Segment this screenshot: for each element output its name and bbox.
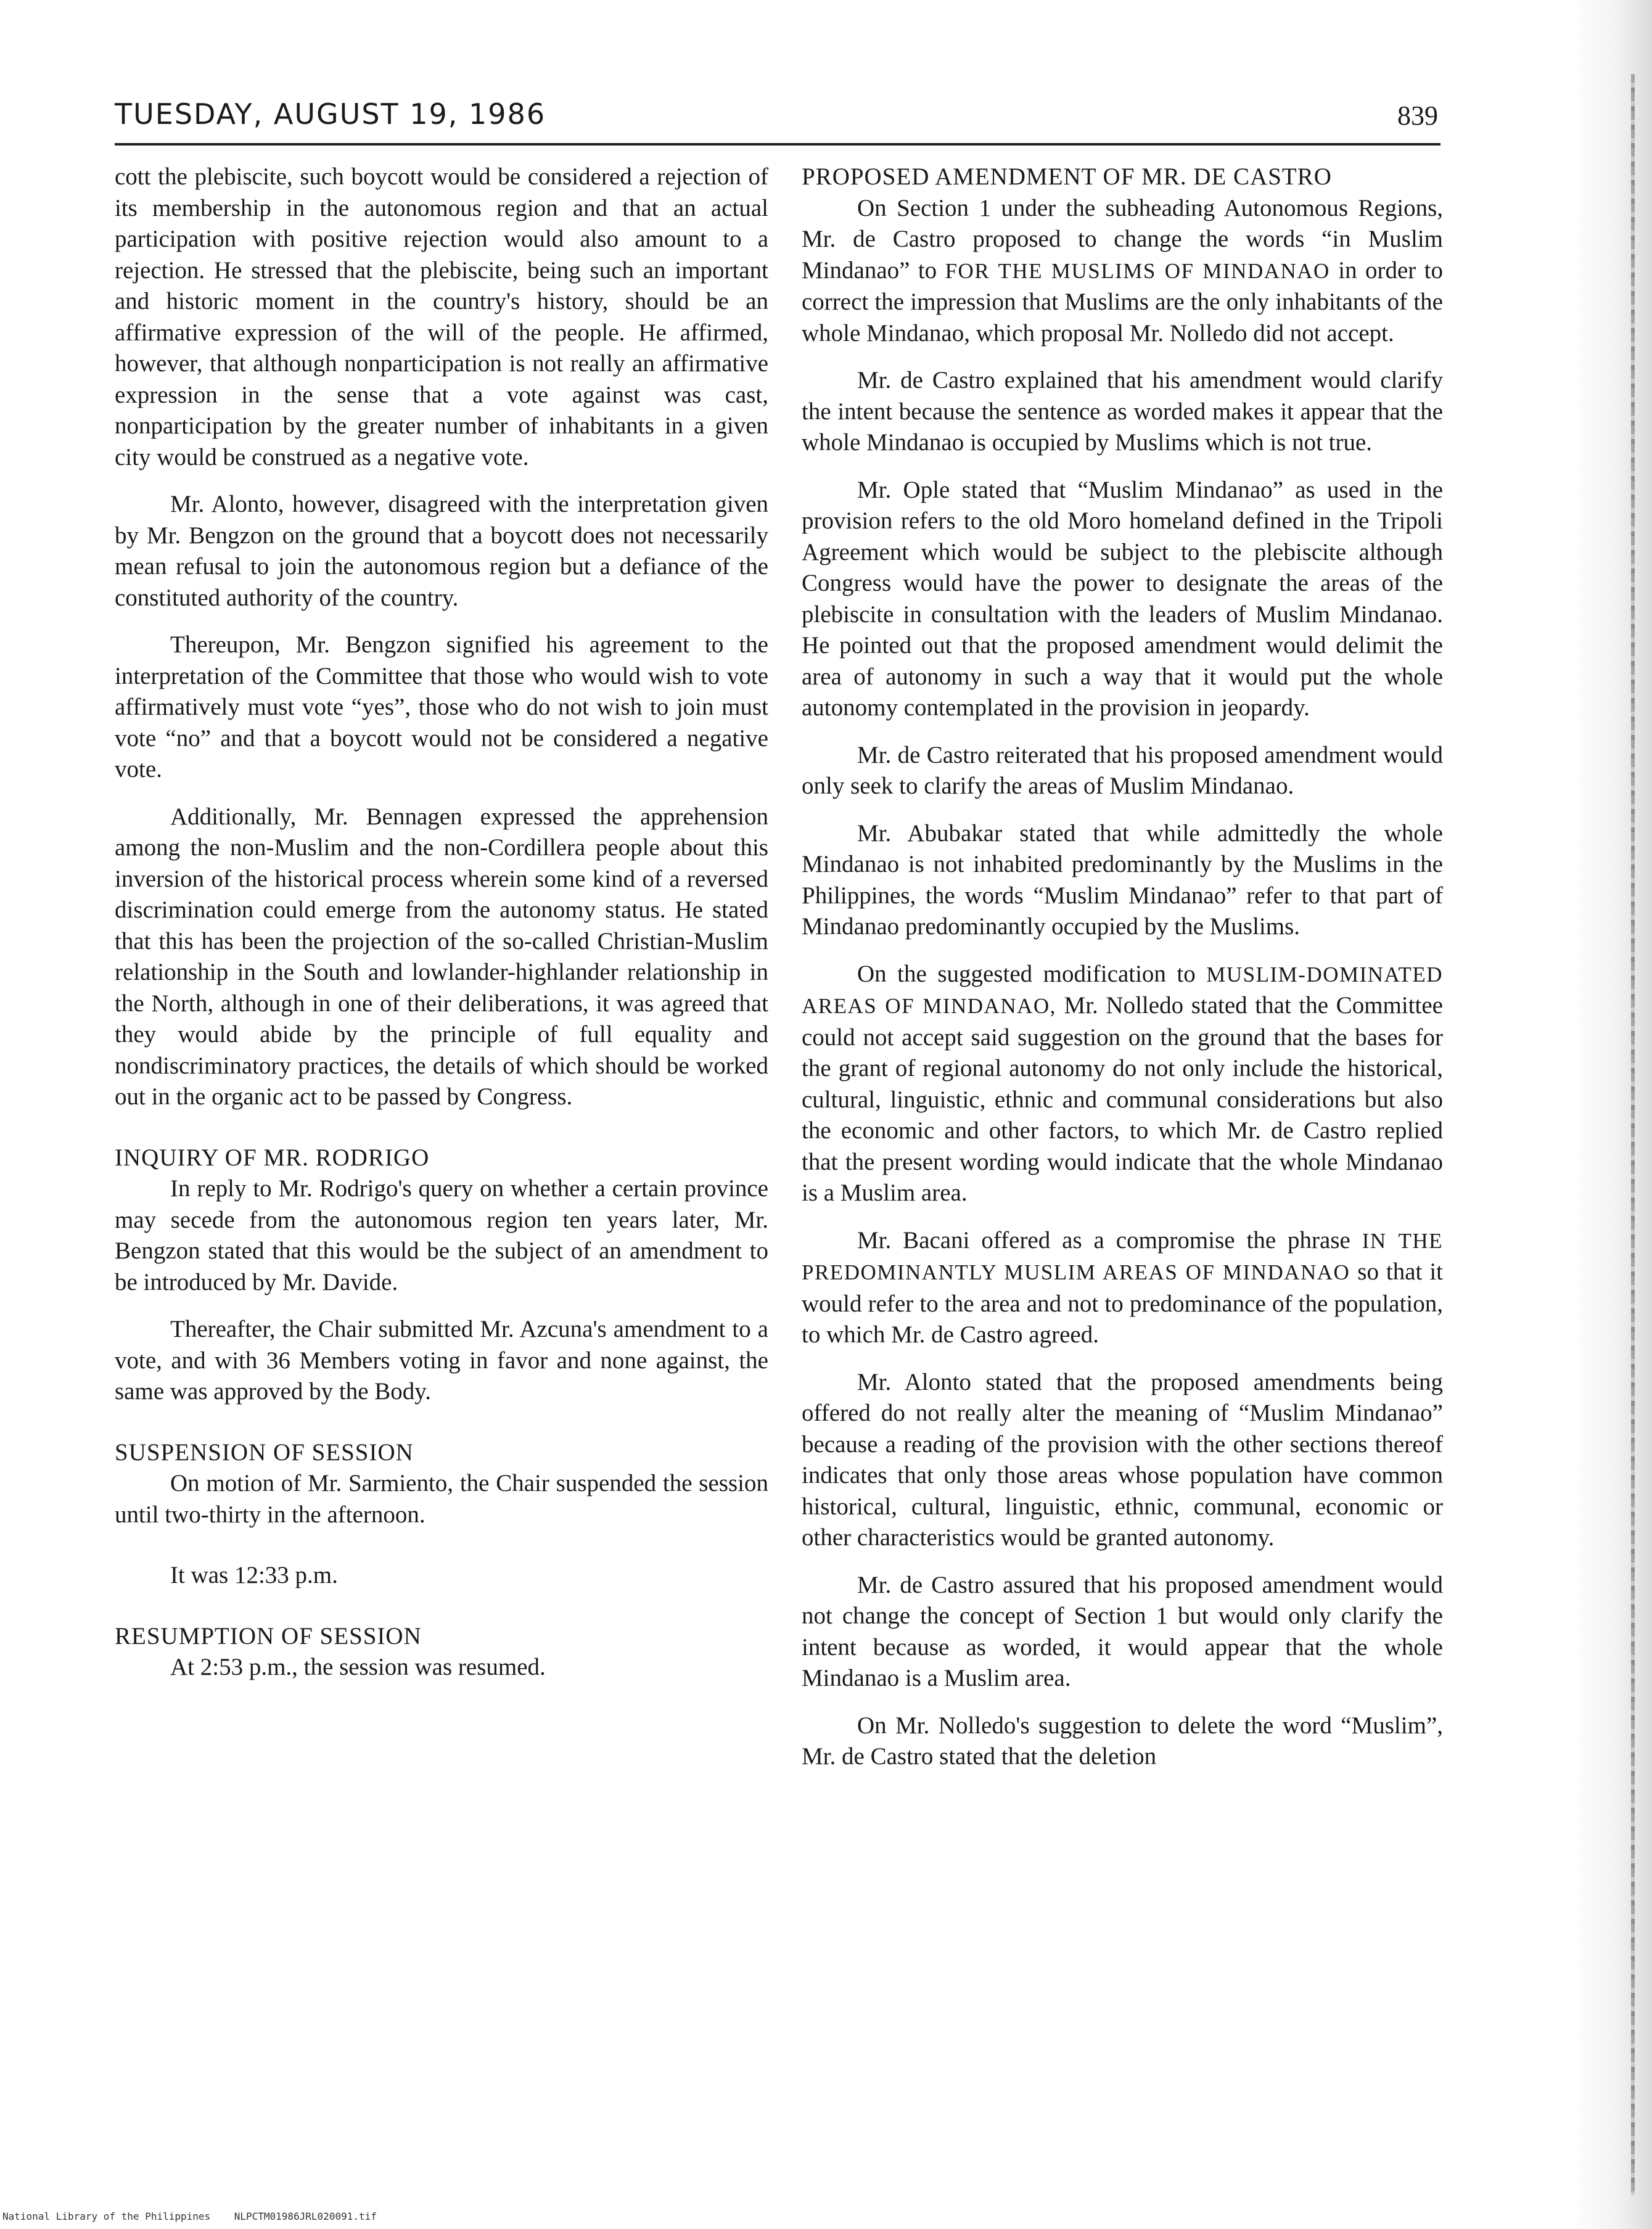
scan-footer [2, 2211, 377, 2222]
text-run: so that it would refer to the area and not to predominance of the population, to which Mr. de Castro agreed. [802, 1258, 1444, 1348]
paragraph: Mr. de Castro explained that his amendment would clarify the intent because the sentence as worded makes it appear that the whole Mindanao is occupied by Muslims which is not true. [802, 367, 1443, 456]
small-caps-text: MUSLIM-DOMINATED AREAS OF MINDANAO, [802, 962, 1443, 1018]
paragraph [802, 193, 1443, 350]
paragraph: In reply to Mr. Rodrigo's query on whether a certain province may secede from the autonomous region ten years later, Mr. Bengzon stated that this would be the subject of an amendment to be introduced by Mr. Davide. [115, 1175, 768, 1295]
paragraph: Mr. Ople stated that “Muslim Mindanao” as used in the provision refers to the old Moro homeland defined in the Tripoli Agreement which would be subject to the plebiscite although Congress would have the power to designate the areas of the plebiscite in consultation with the leaders of Muslim Mindanao. He pointed out that the proposed amendment would delimit the area of autonomy in such a way that it would put the whole autonomy contemplated in the provision in jeopardy. [802, 476, 1443, 721]
text-run: in order to correct the impression that Muslims are the only inhabitants of the whole Mindanao, which proposal Mr. Nolledo did not accept. [802, 257, 1444, 347]
left-column [115, 162, 768, 1683]
scan-edge-mark [1631, 74, 1635, 2195]
paragraph: Thereafter, the Chair submitted Mr. Azcuna's amendment to a vote, and with 36 Members voting in favor and none against, the same was approved by the Body. [115, 1316, 768, 1405]
paragraph: cott the plebiscite, such boycott would be considered a rejection of its membership in the autonomous region and that an actual participation with positive rejection would also amount to a rejection. He stressed that the plebiscite, being such an important and historic moment in the country's history, should be an affirmative expression of the will of the people. He affirmed, however, that although nonparticipation is not really an affirmative expression in the sense that a vote against was cast, nonparticipation by the greater number of inhabitants in a given city would be construed as a negative vote. [115, 163, 768, 470]
paragraph: Mr. de Castro assured that his proposed amendment would not change the concept of Section 1 but would only clarify the intent because as worded, it would appear that the whole Mindanao is a Muslim area. [802, 1571, 1443, 1691]
text-run: Mr. Nolledo stated that the Committee could not accept said suggestion on the ground that the bases for the grant of regional autonomy do not only include the historical, cultural, linguistic, ethnic and communal considerations but also the economic and other factors, to which Mr. de Castro replied that the present wording would indicate that the whole Mindanao is a Muslim area. [802, 992, 1443, 1206]
paragraph [802, 1225, 1443, 1351]
section-heading: INQUIRY OF MR. RODRIGO [115, 1144, 430, 1171]
section-heading: RESUMPTION OF SESSION [115, 1622, 422, 1649]
paragraph: Mr. Alonto stated that the proposed amendments being offered do not really alter the meaning of “Muslim Mindanao” because a reading of the provision with the other sections thereof indicates that only those areas whose population have common historical, cultural, linguistic, ethnic, communal, economic or other characteristics would be granted autonomy. [802, 1368, 1443, 1551]
paragraph: On motion of Mr. Sarmiento, the Chair suspended the session until two-thirty in the afternoon. [115, 1470, 768, 1528]
paragraph: Thereupon, Mr. Bengzon signified his agreement to the interpretation of the Committee that those who would wish to vote affirmatively must vote “yes”, those who do not wish to join must vote “no” and that a boycott would not be considered a negative vote. [115, 631, 768, 782]
page-number: 839 [1397, 101, 1438, 131]
text-run: Mr. Bacani offered as a compromise the phrase [857, 1226, 1350, 1254]
right-column [802, 162, 1443, 1773]
small-caps-text: IN THE PREDOMINANTLY MUSLIM AREAS OF MINDANAO [802, 1228, 1444, 1284]
running-header [115, 94, 1440, 146]
paragraph: It was 12:33 p.m. [170, 1562, 338, 1588]
section-heading: SUSPENSION OF SESSION [115, 1439, 414, 1466]
paragraph: Mr. Abubakar stated that while admittedly the whole Mindanao is not inhabited predominantly by the Muslims in the Philippines, the words “Muslim Mindanao” refer to that part of Mindanao predominantly occupied by the Muslims. [802, 819, 1443, 940]
text-run: On the suggested modification to [857, 960, 1196, 987]
small-caps-text: FOR THE MUSLIMS OF MINDANAO [945, 258, 1330, 283]
footer-library: National Library of the Philippines [2, 2211, 211, 2222]
text-run: On Section 1 under the subheading Autonomous Regions, Mr. de Castro proposed to change the words “in Muslim Mindanao” to [802, 194, 1443, 284]
paragraph: Mr. Alonto, however, disagreed with the interpretation given by Mr. Bengzon on the ground that a boycott does not necessarily mean refusal to join the autonomous region but a defiance of the constituted authority of the country. [115, 491, 768, 611]
header-date: TUESDAY, AUGUST 19, 1986 [115, 97, 546, 131]
footer-file: NLPCTM01986JRL020091.tif [234, 2211, 377, 2222]
paragraph: On Mr. Nolledo's suggestion to delete the word “Muslim”, Mr. de Castro stated that the deletion [802, 1712, 1443, 1770]
paragraph [802, 959, 1443, 1209]
paragraph: At 2:53 p.m., the session was resumed. [170, 1654, 546, 1680]
scan-edge-shadow [1572, 0, 1652, 2229]
paragraph: Mr. de Castro reiterated that his proposed amendment would only seek to clarify the areas of Muslim Mindanao. [802, 741, 1443, 799]
section-heading: PROPOSED AMENDMENT OF MR. DE CASTRO [802, 163, 1332, 190]
paragraph: Additionally, Mr. Bennagen expressed the apprehension among the non-Muslim and the non-Cordillera people about this inversion of the historical process wherein some kind of a reversed discrimination could emerge from the autonomy status. He stated that this has been the projection of the so-called Christian-Muslim relationship in the South and lowlander-highlander relationship in the North, although in one of their deliberations, it was agreed that they would abide by the principle of full equality and nondiscriminatory practices, the details of which should be worked out in the organic act to be passed by Congress. [115, 803, 768, 1110]
